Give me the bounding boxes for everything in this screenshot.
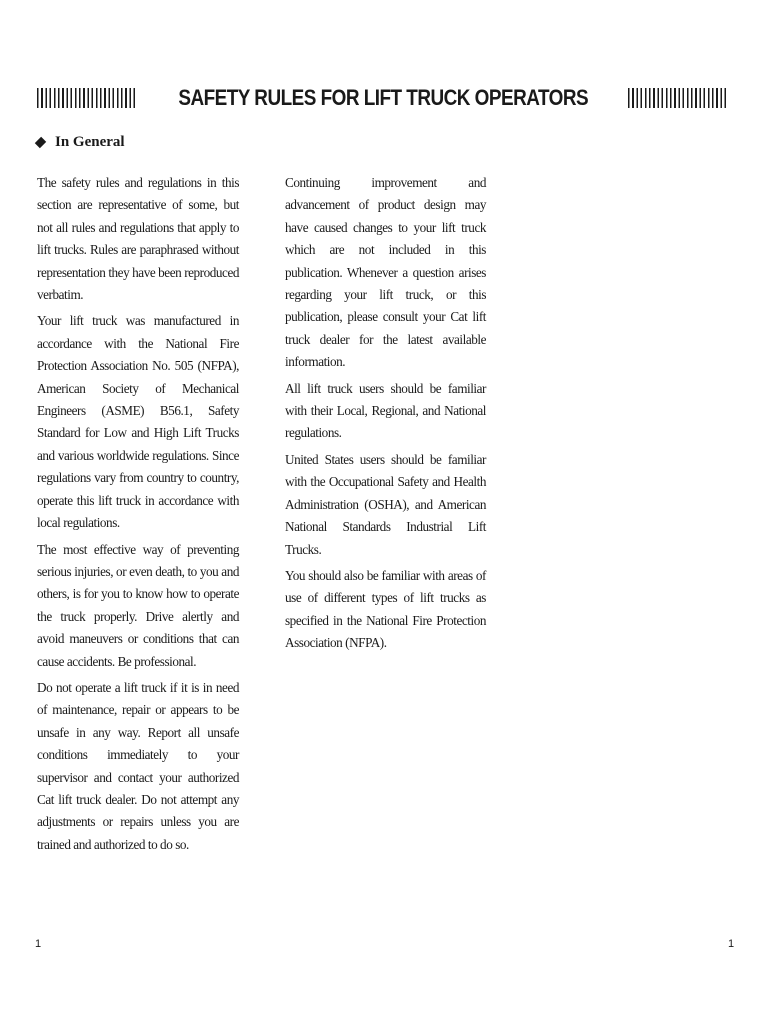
paragraph: Continuing improvement and advancement of product design may have caused changes to your lift truck which are not included in this publication. Whenever a question arises regarding your lift truck, or this publication, please consult your Cat lift truck dealer for the latest available information. xyxy=(285,175,486,370)
header-bars-right xyxy=(628,88,729,108)
paragraph: The safety rules and regulations in this section are representative of some, but not all rules and regulations that apply to lift trucks. Rules are paraphrased without representation they have been reproduced verbatim. xyxy=(37,175,239,303)
page-number-left: 1 xyxy=(35,938,42,950)
paragraph: All lift truck users should be familiar with their Local, Regional, and National regulations. xyxy=(285,380,486,441)
paragraph: You should also be familiar with areas of use of different types of lift trucks as specified in the National Fire Protection Association (NFPA). xyxy=(285,567,486,651)
page-number-right: 1 xyxy=(728,938,735,950)
section-heading-text: In General xyxy=(55,134,125,150)
paragraph: United States users should be familiar with the Occupational Safety and Health Administration (OSHA), and American National Standards Industrial Lift Trucks. xyxy=(285,451,486,557)
header-bars-left xyxy=(37,88,138,108)
section-heading xyxy=(36,134,125,151)
paragraph: The most effective way of preventing serious injuries, or even death, to you and others, is for you to know how to operate the truck properly. Drive alertly and avoid maneuvers or conditions that can cause accidents. Be professional. xyxy=(37,541,239,669)
paragraph: Your lift truck was manufactured in accordance with the National Fire Protection Association No. 505 (NFPA), American Society of Mechanical Engineers (ASME) B56.1, Safety Standard for Low and High Lift Trucks and various worldwide regulations. Since regulations vary from country to country, operate this lift truck in accordance with local regulations. xyxy=(37,313,239,531)
left-column xyxy=(37,172,239,860)
diamond-icon xyxy=(35,137,46,148)
paragraph: Do not operate a lift truck if it is in need of maintenance, repair or appears to be unsafe in any way. Report all unsafe conditions immediately to your supervisor and contact your authorized Cat lift truck dealer. Do not attempt any adjustments or repairs unless you are trained and authorized to do so. xyxy=(37,679,239,852)
page-header xyxy=(37,84,729,112)
page-title: SAFETY RULES FOR LIFT TRUCK OPERATORS xyxy=(178,85,588,110)
right-column xyxy=(285,172,486,659)
